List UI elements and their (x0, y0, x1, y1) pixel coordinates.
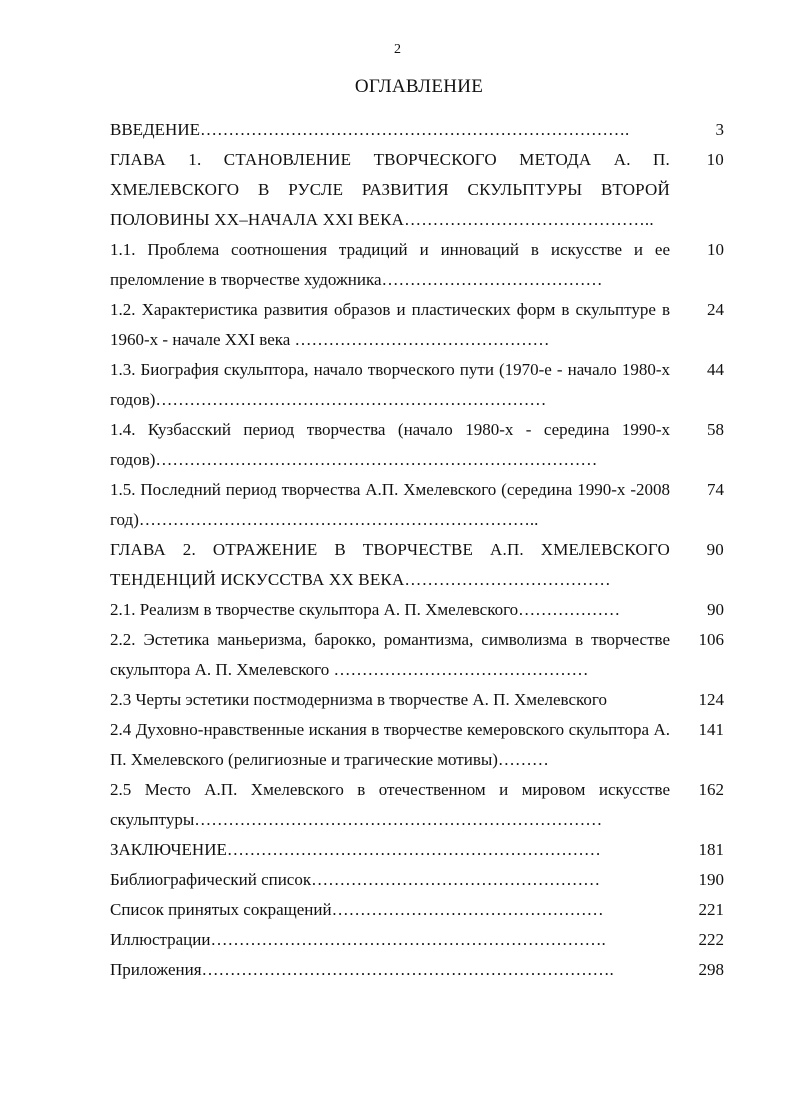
toc-entry-page: 162 (698, 780, 724, 799)
toc-entry-text: 1.2. Характеристика развития образов и пластических форм в скульптуре в 1960-х - начале XXI века ……………………………………… (110, 300, 670, 349)
toc-entry-text: ГЛАВА 2. ОТРАЖЕНИЕ В ТВОРЧЕСТВЕ А.П. ХМЕЛЕВСКОГО ТЕНДЕНЦИЙ ИСКУССТВА XX ВЕКА……………………………… (110, 540, 670, 589)
toc-entry-text: Иллюстрации……………………………………………………………. (110, 930, 606, 949)
toc-entry-page: 58 (707, 420, 724, 439)
toc-entry-1-1 (110, 235, 730, 295)
toc-entry-1-2 (110, 295, 730, 355)
toc-entry-page: 44 (707, 360, 724, 379)
toc-entry-page: 10 (707, 240, 724, 259)
toc-entry-page: 124 (698, 690, 724, 709)
toc-entry-page: 141 (698, 720, 724, 739)
toc-entry-chapter-2 (110, 535, 730, 595)
toc-entry-1-4 (110, 415, 730, 475)
toc-entry-page: 221 (698, 900, 724, 919)
toc-entry-1-5 (110, 475, 730, 535)
toc-entry-bibliography (110, 865, 730, 895)
toc-entry-text: 2.4 Духовно-нравственные искания в творчестве кемеровского скульптора А. П. Хмелевского (религиозные и трагические мотивы)……… (110, 720, 670, 769)
toc-entry-text: Список принятых сокращений………………………………………… (110, 900, 604, 919)
toc-entry-text: ВВЕДЕНИЕ…………………………………………………………………. (110, 120, 630, 139)
toc-entry-2-4 (110, 715, 730, 775)
toc-entry-page: 3 (715, 120, 724, 139)
toc-entry-1-3 (110, 355, 730, 415)
toc-entry-page: 190 (698, 870, 724, 889)
toc-entry-2-2 (110, 625, 730, 685)
toc-entry-text: 1.1. Проблема соотношения традиций и инноваций в искусстве и ее преломление в творчестве художника………………………………… (110, 240, 670, 289)
toc-entry-illustrations (110, 925, 730, 955)
toc-entry-page: 24 (707, 300, 724, 319)
toc-entry-page: 181 (698, 840, 724, 859)
toc-entry-text: 1.3. Биография скульптора, начало творческого пути (1970-е - начало 1980-х годов)…………………………………………………………… (110, 360, 670, 409)
toc-entry-text: Приложения………………………………………………………………. (110, 960, 614, 979)
toc-entry-2-3 (110, 685, 730, 715)
page-number: 2 (394, 42, 401, 57)
toc-entry-page: 10 (706, 150, 724, 169)
toc-entry-page: 222 (698, 930, 724, 949)
toc-entry-page: 106 (698, 630, 724, 649)
toc-entry-text: ЗАКЛЮЧЕНИЕ………………………………………………………… (110, 840, 601, 859)
toc-entry-introduction (110, 115, 730, 145)
toc-entry-text: 1.4. Кузбасский период творчества (начало 1980-х - середина 1990-х годов)…………………………………………………………………… (110, 420, 670, 469)
toc-entry-text: Библиографический список…………………………………………… (110, 870, 601, 889)
toc-entry-page: 298 (698, 960, 724, 979)
toc-entry-chapter-1 (110, 145, 730, 235)
toc-entry-page: 74 (707, 480, 724, 499)
table-of-contents (110, 115, 730, 985)
toc-entry-abbreviations (110, 895, 730, 925)
toc-entry-2-5 (110, 775, 730, 835)
toc-entry-text: ГЛАВА 1. СТАНОВЛЕНИЕ ТВОРЧЕСКОГО МЕТОДА А. П. ХМЕЛЕВСКОГО В РУСЛЕ РАЗВИТИЯ СКУЛЬПТУРЫ ВТОРОЙ ПОЛОВИНЫ XX–НАЧАЛА XXI ВЕКА…………………………………….. (110, 150, 670, 229)
toc-entry-appendices (110, 955, 730, 985)
toc-title: ОГЛАВЛЕНИЕ (354, 76, 484, 97)
toc-entry-2-1 (110, 595, 730, 625)
toc-entry-text: 2.2. Эстетика маньеризма, барокко, романтизма, символизма в творчестве скульптора А. П. Хмелевского ……………………………………… (110, 630, 670, 679)
toc-entry-text: 2.3 Черты эстетики постмодернизма в творчестве А. П. Хмелевского (110, 690, 607, 709)
toc-entry-text: 2.5 Место А.П. Хмелевского в отечественном и мировом искусстве скульптуры……………………………………………………………… (110, 780, 670, 829)
toc-entry-text: 2.1. Реализм в творчестве скульптора А. П. Хмелевского……………… (110, 600, 621, 619)
toc-entry-page: 90 (707, 600, 724, 619)
toc-entry-page: 90 (706, 540, 724, 559)
toc-entry-conclusion (110, 835, 730, 865)
toc-entry-text: 1.5. Последний период творчества А.П. Хмелевского (середина 1990-х -2008 год)…………………………………………………………….. (110, 480, 670, 529)
